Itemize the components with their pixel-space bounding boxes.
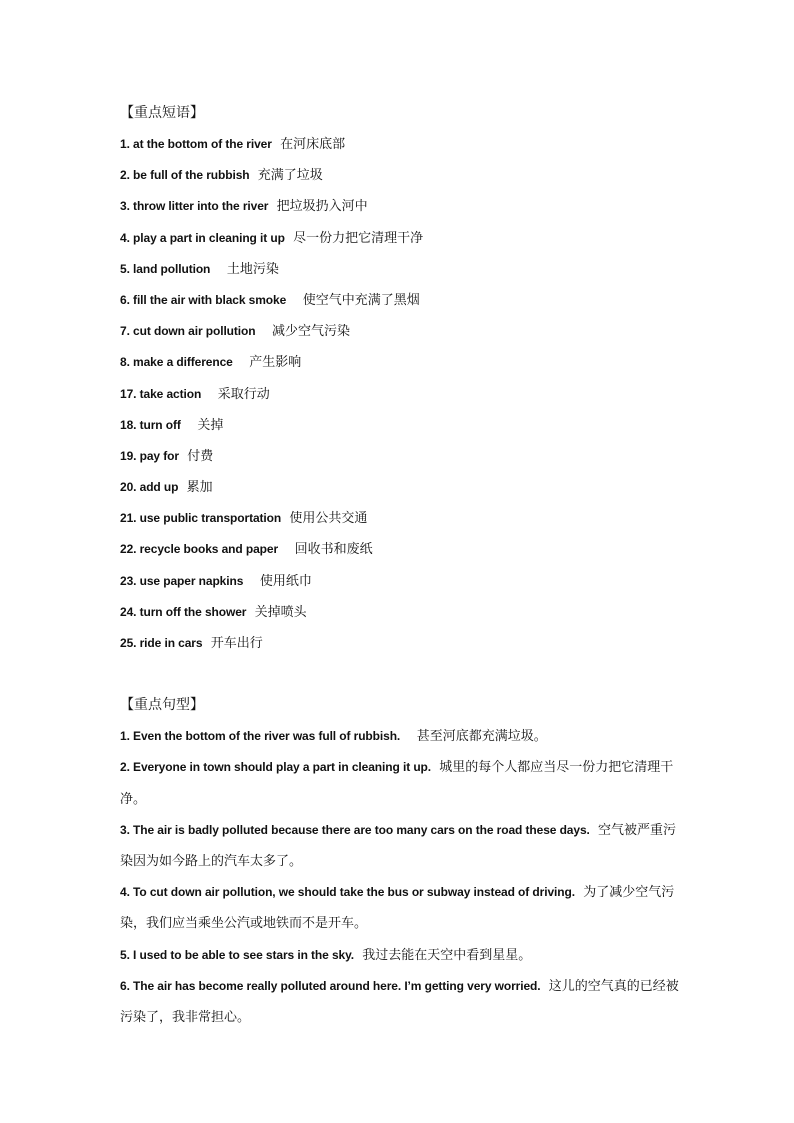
phrase-chinese: 土地污染 <box>226 261 279 277</box>
sentence-item <box>120 815 682 877</box>
phrase-english: 23. use paper napkins <box>120 573 244 588</box>
sentence-chinese: 空气被严重污染因为如今路上的汽车太多了。 <box>120 822 677 869</box>
phrase-english: 22. recycle books and paper <box>120 542 279 557</box>
phrase-item <box>120 379 682 410</box>
section-spacer <box>120 659 682 690</box>
phrase-item <box>120 191 682 222</box>
phrase-english: 4. play a part in cleaning it up <box>120 230 285 245</box>
sentence-english: 6. The air has become really polluted around here. I’m getting very worried. <box>120 978 541 993</box>
phrase-english: 17. take action <box>120 386 202 401</box>
phrase-item <box>120 316 682 347</box>
phrase-chinese: 采取行动 <box>217 386 270 402</box>
phrase-english: 20. add up <box>120 480 179 495</box>
phrase-item <box>120 129 682 160</box>
sentence-chinese: 我过去能在天空中看到星星。 <box>362 947 532 963</box>
phrase-item <box>120 254 682 285</box>
phrase-chinese: 关掉喷头 <box>254 604 307 620</box>
sentence-chinese: 为了减少空气污染，我们应当乘坐公汽或地铁而不是开车。 <box>120 885 675 932</box>
phrase-english: 7. cut down air pollution <box>120 324 256 339</box>
phrase-english: 1. at the bottom of the river <box>120 137 272 151</box>
sentence-english: 4. To cut down air pollution, we should take the bus or subway instead of driving. <box>120 885 575 900</box>
phrase-english: 6. fill the air with black smoke <box>120 292 287 307</box>
sentence-english: 5. I used to be able to see stars in the sky. <box>120 947 355 962</box>
phrase-english: 8. make a difference <box>120 355 233 370</box>
phrase-chinese: 使用纸巾 <box>259 573 312 589</box>
phrase-item <box>120 503 682 534</box>
phrase-item <box>120 566 682 597</box>
phrase-chinese: 使用公共交通 <box>289 511 368 527</box>
phrase-item <box>120 347 682 378</box>
phrase-english: 3. throw litter into the river <box>120 199 269 214</box>
sentences-heading: 【重点句型】 <box>120 697 204 714</box>
phrase-chinese: 付费 <box>187 448 214 464</box>
phrase-english: 18. turn off <box>120 417 181 432</box>
phrase-english: 21. use public transportation <box>120 511 282 526</box>
sentence-chinese: 这儿的空气真的已经被污染了，我非常担心。 <box>120 978 679 1026</box>
phrase-chinese: 累加 <box>186 480 213 496</box>
sentence-item <box>120 877 682 939</box>
sentence-list <box>120 721 682 1033</box>
sentence-chinese: 甚至河底都充满垃圾。 <box>416 729 547 745</box>
phrase-chinese: 使空气中充满了黑烟 <box>302 292 420 308</box>
phrase-chinese: 回收书和废纸 <box>294 542 373 558</box>
sentence-english: 1. Even the bottom of the river was full of rubbish. <box>120 729 401 744</box>
phrase-list <box>120 129 682 659</box>
phrase-item <box>120 597 682 628</box>
phrase-item <box>120 160 682 191</box>
phrase-item <box>120 534 682 565</box>
sentence-item <box>120 752 682 814</box>
phrase-item <box>120 441 682 472</box>
sentence-item <box>120 721 682 752</box>
sentence-item <box>120 940 682 971</box>
phrase-item <box>120 223 682 254</box>
phrase-item <box>120 472 682 503</box>
phrase-item <box>120 285 682 316</box>
phrase-chinese: 充满了垃圾 <box>257 168 323 184</box>
phrase-chinese: 产生影响 <box>249 355 302 371</box>
phrase-item <box>120 410 682 441</box>
phrase-english: 5. land pollution <box>120 261 211 276</box>
phrase-chinese: 在河床底部 <box>280 137 346 152</box>
phrases-heading: 【重点短语】 <box>120 105 204 121</box>
phrase-english: 25. ride in cars <box>120 636 203 650</box>
phrase-chinese: 把垃圾扔入河中 <box>276 199 368 215</box>
sentence-english: 2. Everyone in town should play a part in cleaning it up. <box>120 760 432 775</box>
sentence-item <box>120 971 682 1033</box>
phrase-item <box>120 628 682 659</box>
phrase-chinese: 关掉 <box>197 417 224 433</box>
sentence-chinese: 城里的每个人都应当尽一份力把它清理干净。 <box>120 760 674 807</box>
phrase-chinese: 减少空气污染 <box>272 324 351 340</box>
phrase-english: 19. pay for <box>120 448 179 463</box>
phrase-chinese: 开车出行 <box>210 636 263 651</box>
sentence-english: 3. The air is badly polluted because there are too many cars on the road these days. <box>120 822 590 837</box>
document-content <box>120 98 682 1033</box>
phrase-english: 2. be full of the rubbish <box>120 168 250 183</box>
phrase-english: 24. turn off the shower <box>120 604 247 619</box>
phrase-chinese: 尽一份力把它清理干净 <box>293 230 424 246</box>
